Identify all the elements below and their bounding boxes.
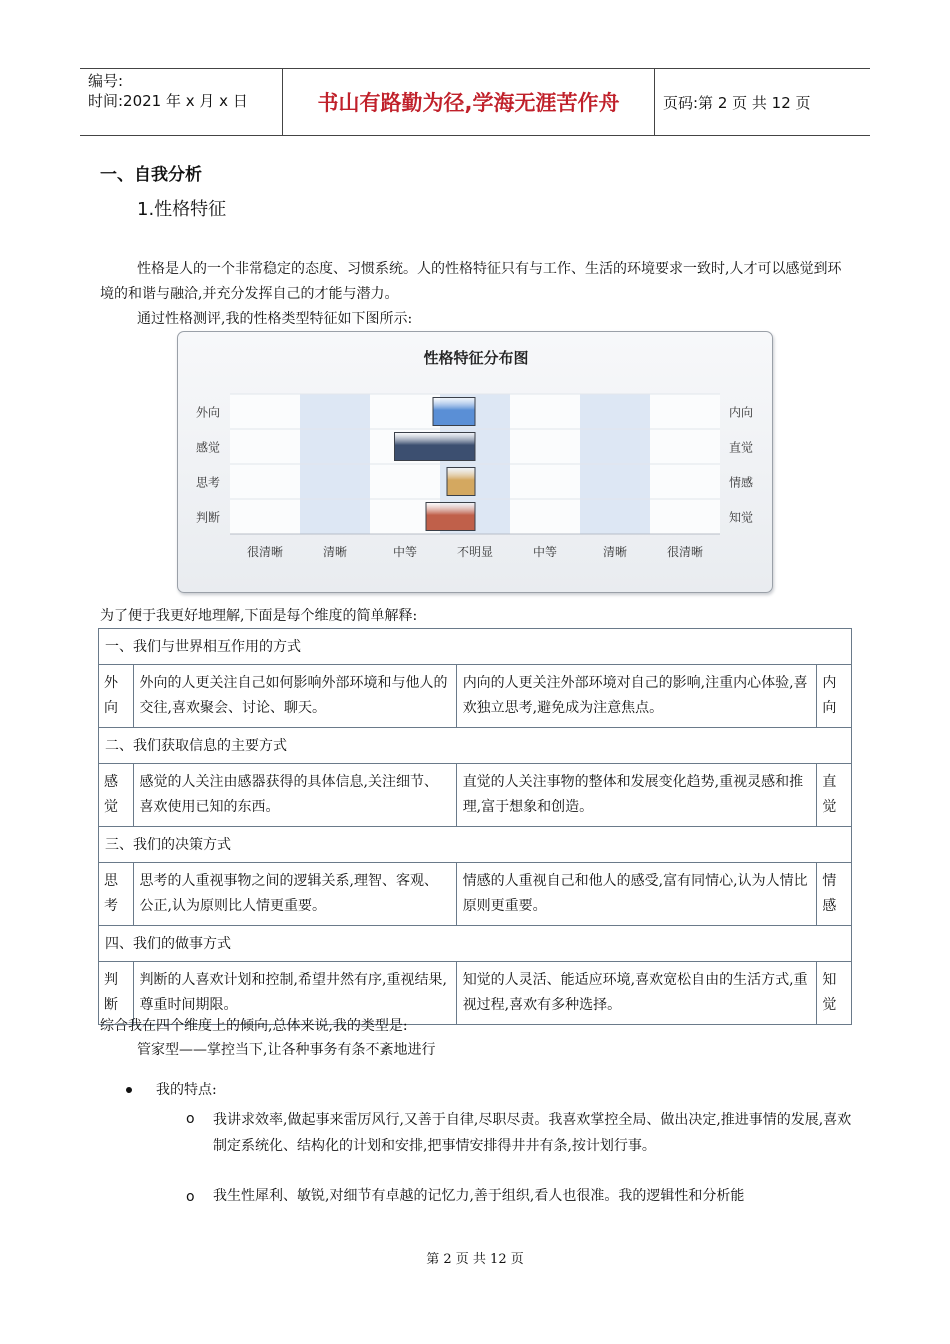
right-description: 内向的人更关注外部环境对自己的影响,注重内心体验,喜欢独立思考,避免成为注意焦点。	[456, 665, 817, 728]
right-description: 情感的人重视自己和他人的感受,富有同情心,认为人情比原则更重要。	[456, 863, 817, 926]
left-label: 思考	[99, 863, 134, 926]
chart-left-label: 思考	[196, 475, 221, 490]
table-row	[99, 665, 852, 728]
subsection-title: 1.性格特征	[137, 199, 227, 220]
dimension-title: 四、我们的做事方式	[99, 926, 852, 962]
dimension-title: 一、我们与世界相互作用的方式	[99, 629, 852, 665]
chart-x-tick-label: 中等	[532, 545, 558, 559]
chart-left-label: 外向	[196, 405, 221, 420]
left-description: 外向的人更关注自己如何影响外部环境和与他人的交往,喜欢聚会、讨论、聊天。	[133, 665, 456, 728]
chart-x-tick-label: 清晰	[602, 545, 628, 559]
right-label: 内向	[817, 665, 852, 728]
chart-left-label: 判断	[196, 510, 221, 525]
sub-bullet-icon: o	[186, 1111, 195, 1127]
left-label: 感觉	[99, 764, 134, 827]
right-label: 直觉	[817, 764, 852, 827]
right-label: 知觉	[817, 962, 852, 1025]
left-description: 感觉的人关注由感器获得的具体信息,关注细节、喜欢使用已知的东西。	[133, 764, 456, 827]
right-label: 情感	[817, 863, 852, 926]
chart-x-tick-label: 很清晰	[246, 545, 284, 559]
left-description: 思考的人重视事物之间的逻辑关系,理智、客观、公正,认为原则比人情更重要。	[133, 863, 456, 926]
table-row	[99, 764, 852, 827]
chart-bar	[433, 398, 475, 426]
header-page-info: 页码:第 2 页 共 12 页	[663, 93, 811, 112]
table-intro: 为了便于我更好地理解,下面是每个维度的简单解释:	[100, 608, 418, 624]
chart-x-tick-label: 不明显	[456, 545, 494, 559]
intro-paragraph: 性格是人的一个非常稳定的态度、习惯系统。人的性格特征只有与工作、生活的环境要求一致时,人才可以感觉到环境的和谐与融洽,并充分发挥自己的才能与潜力。	[100, 261, 842, 302]
left-label: 判断	[99, 962, 134, 1025]
left-label: 外向	[99, 665, 134, 728]
table-section-row	[99, 926, 852, 962]
chart-right-label: 情感	[729, 475, 754, 490]
chart-bar	[426, 503, 475, 531]
chart-right-label: 知觉	[729, 510, 754, 525]
left-description: 判断的人喜欢计划和控制,希望井然有序,重视结果,尊重时间期限。	[133, 962, 456, 1025]
table-section-row	[99, 629, 852, 665]
time-label: 时间:2021 年 x 月 x 日	[88, 92, 248, 110]
table-row	[99, 863, 852, 926]
chart-title: 性格特征分布图	[423, 349, 529, 367]
right-description: 直觉的人关注事物的整体和发展变化趋势,重视灵感和推理,富于想象和创造。	[456, 764, 817, 827]
chart-x-tick-label: 清晰	[322, 545, 348, 559]
dimension-title: 二、我们获取信息的主要方式	[99, 728, 852, 764]
chart-right-label: 内向	[729, 405, 754, 420]
dimensions-table	[98, 628, 852, 1025]
table-section-row	[99, 728, 852, 764]
feature-item: 我讲求效率,做起事来雷厉风行,又善于自律,尽职尽责。我喜欢掌控全局、做出决定,推进事情的发展,喜欢制定系统化、结构化的计划和安排,把事情安排得井井有条,按计划行事。	[213, 1112, 852, 1154]
features-label: 我的特点:	[156, 1082, 217, 1098]
section-title: 一、自我分析	[100, 165, 202, 185]
feature-item: 我生性犀利、敏锐,对细节有卓越的记忆力,善于组织,看人也很准。我的逻辑性和分析能	[213, 1188, 745, 1204]
page-header	[80, 68, 870, 136]
header-meta	[80, 69, 283, 135]
chart-x-tick-label: 中等	[392, 545, 418, 559]
chart-bar	[447, 468, 475, 496]
test-sentence: 通过性格测评,我的性格类型特征如下图所示:	[137, 311, 413, 327]
sub-bullet-icon: o	[186, 1189, 195, 1205]
right-description: 知觉的人灵活、能适应环境,喜欢宽松自由的生活方式,重视过程,喜欢有多种选择。	[456, 962, 817, 1025]
bullet-dot-icon	[126, 1087, 132, 1093]
chart-right-label: 直觉	[729, 440, 754, 455]
chart-left-label: 感觉	[196, 440, 221, 455]
table-section-row	[99, 827, 852, 863]
chart-svg	[178, 332, 774, 594]
type-line: 管家型——掌控当下,让各种事务有条不紊地进行	[137, 1042, 436, 1058]
number-label: 编号:	[88, 72, 124, 90]
header-motto: 书山有路勤为径,学海无涯苦作舟	[283, 69, 655, 135]
chart-bar	[395, 433, 476, 461]
summary-line: 综合我在四个维度上的倾向,总体来说,我的类型是:	[100, 1018, 408, 1034]
dimension-title: 三、我们的决策方式	[99, 827, 852, 863]
personality-chart	[177, 331, 773, 593]
chart-x-tick-label: 很清晰	[666, 545, 704, 559]
page-footer: 第 2 页 共 12 页	[426, 1252, 524, 1267]
